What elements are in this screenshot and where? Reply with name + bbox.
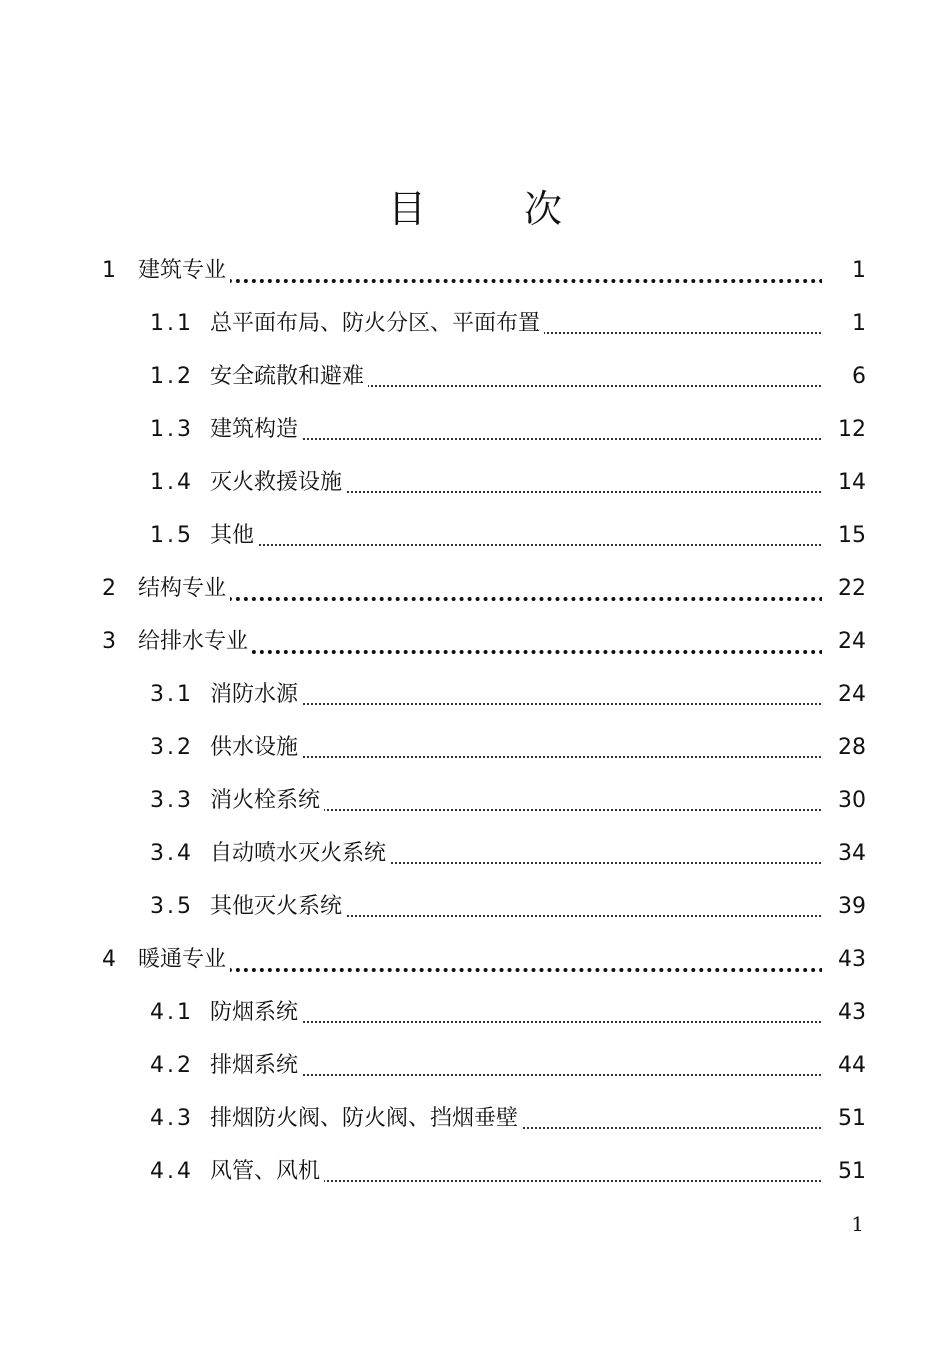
toc-entry[interactable] xyxy=(0,1092,950,1145)
toc-entry-number: 4 xyxy=(102,947,116,972)
toc-entry[interactable] xyxy=(0,933,950,986)
dot-leader xyxy=(212,544,840,546)
toc-entry-page: 24 xyxy=(822,668,866,721)
toc-entry-title: 建筑专业 xyxy=(138,244,230,297)
toc-entry-page: 34 xyxy=(822,827,866,880)
toc-entry[interactable] xyxy=(0,774,950,827)
page-title: 目 次 xyxy=(387,187,592,231)
toc-entry-number: 3 xyxy=(102,629,116,654)
toc-entry[interactable] xyxy=(0,615,950,668)
toc-entry[interactable] xyxy=(0,297,950,350)
toc-entry-number: 2 xyxy=(102,576,116,601)
toc-entry-title: 风管、风机 xyxy=(210,1145,324,1198)
toc-entry[interactable] xyxy=(0,509,950,562)
toc-entry-number: 1.3 xyxy=(150,417,194,442)
toc-entry-page: 39 xyxy=(822,880,866,933)
toc-entry-number: 1 xyxy=(102,258,116,283)
toc-entry-number: 3.2 xyxy=(150,735,194,760)
toc-entry-title: 结构专业 xyxy=(138,562,230,615)
table-of-contents xyxy=(0,244,950,1198)
toc-entry-number: 1.4 xyxy=(150,470,194,495)
toc-entry-title: 排烟系统 xyxy=(210,1039,302,1092)
dot-leader xyxy=(140,597,840,601)
toc-entry-title: 供水设施 xyxy=(210,721,302,774)
toc-entry-title: 消火栓系统 xyxy=(210,774,324,827)
toc-entry[interactable] xyxy=(0,986,950,1039)
toc-entry-title: 安全疏散和避难 xyxy=(210,350,368,403)
toc-entry-page: 1 xyxy=(822,244,866,297)
dot-leader xyxy=(212,438,840,440)
toc-entry-number: 3.5 xyxy=(150,894,194,919)
toc-entry[interactable] xyxy=(0,1039,950,1092)
toc-entry-number: 3.1 xyxy=(150,682,194,707)
toc-entry[interactable] xyxy=(0,668,950,721)
toc-entry-title: 建筑构造 xyxy=(210,403,302,456)
toc-entry-page: 1 xyxy=(822,297,866,350)
toc-entry-title: 其他 xyxy=(210,509,258,562)
dot-leader xyxy=(212,1021,840,1023)
toc-entry-number: 4.1 xyxy=(150,1000,194,1025)
page-number: 1 xyxy=(851,1212,864,1236)
toc-entry-number: 1.5 xyxy=(150,523,194,548)
toc-entry-page: 28 xyxy=(822,721,866,774)
toc-entry-number: 1.2 xyxy=(150,364,194,389)
dot-leader xyxy=(212,756,840,758)
toc-entry-page: 44 xyxy=(822,1039,866,1092)
dot-leader xyxy=(140,279,840,283)
toc-entry[interactable] xyxy=(0,456,950,509)
toc-entry-page: 51 xyxy=(822,1145,866,1198)
toc-entry-title: 自动喷水灭火系统 xyxy=(210,827,390,880)
toc-entry-number: 4.4 xyxy=(150,1159,194,1184)
toc-entry[interactable] xyxy=(0,1145,950,1198)
toc-entry-page: 51 xyxy=(822,1092,866,1145)
toc-entry-title: 暖通专业 xyxy=(138,933,230,986)
toc-entry[interactable] xyxy=(0,244,950,297)
toc-entry-number: 1.1 xyxy=(150,311,194,336)
toc-entry[interactable] xyxy=(0,721,950,774)
toc-entry-page: 43 xyxy=(822,986,866,1039)
dot-leader xyxy=(140,968,840,972)
toc-entry[interactable] xyxy=(0,827,950,880)
toc-entry-title: 总平面布局、防火分区、平面布置 xyxy=(210,297,544,350)
toc-entry-title: 给排水专业 xyxy=(138,615,252,668)
toc-entry-title: 排烟防火阀、防火阀、挡烟垂壁 xyxy=(210,1092,522,1145)
toc-entry[interactable] xyxy=(0,403,950,456)
toc-entry-page: 43 xyxy=(822,933,866,986)
toc-entry-page: 24 xyxy=(822,615,866,668)
toc-entry-title: 其他灭火系统 xyxy=(210,880,346,933)
toc-entry-number: 4.3 xyxy=(150,1106,194,1131)
toc-entry-title: 消防水源 xyxy=(210,668,302,721)
toc-entry[interactable] xyxy=(0,880,950,933)
toc-entry[interactable] xyxy=(0,562,950,615)
toc-entry-page: 15 xyxy=(822,509,866,562)
toc-entry-page: 6 xyxy=(822,350,866,403)
toc-entry-page: 30 xyxy=(822,774,866,827)
toc-entry-number: 3.3 xyxy=(150,788,194,813)
toc-entry-page: 22 xyxy=(822,562,866,615)
toc-entry[interactable] xyxy=(0,350,950,403)
dot-leader xyxy=(212,1074,840,1076)
dot-leader xyxy=(212,703,840,705)
toc-entry-number: 4.2 xyxy=(150,1053,194,1078)
toc-entry-title: 灭火救援设施 xyxy=(210,456,346,509)
toc-entry-number: 3.4 xyxy=(150,841,194,866)
toc-entry-page: 14 xyxy=(822,456,866,509)
toc-entry-page: 12 xyxy=(822,403,866,456)
toc-entry-title: 防烟系统 xyxy=(210,986,302,1039)
